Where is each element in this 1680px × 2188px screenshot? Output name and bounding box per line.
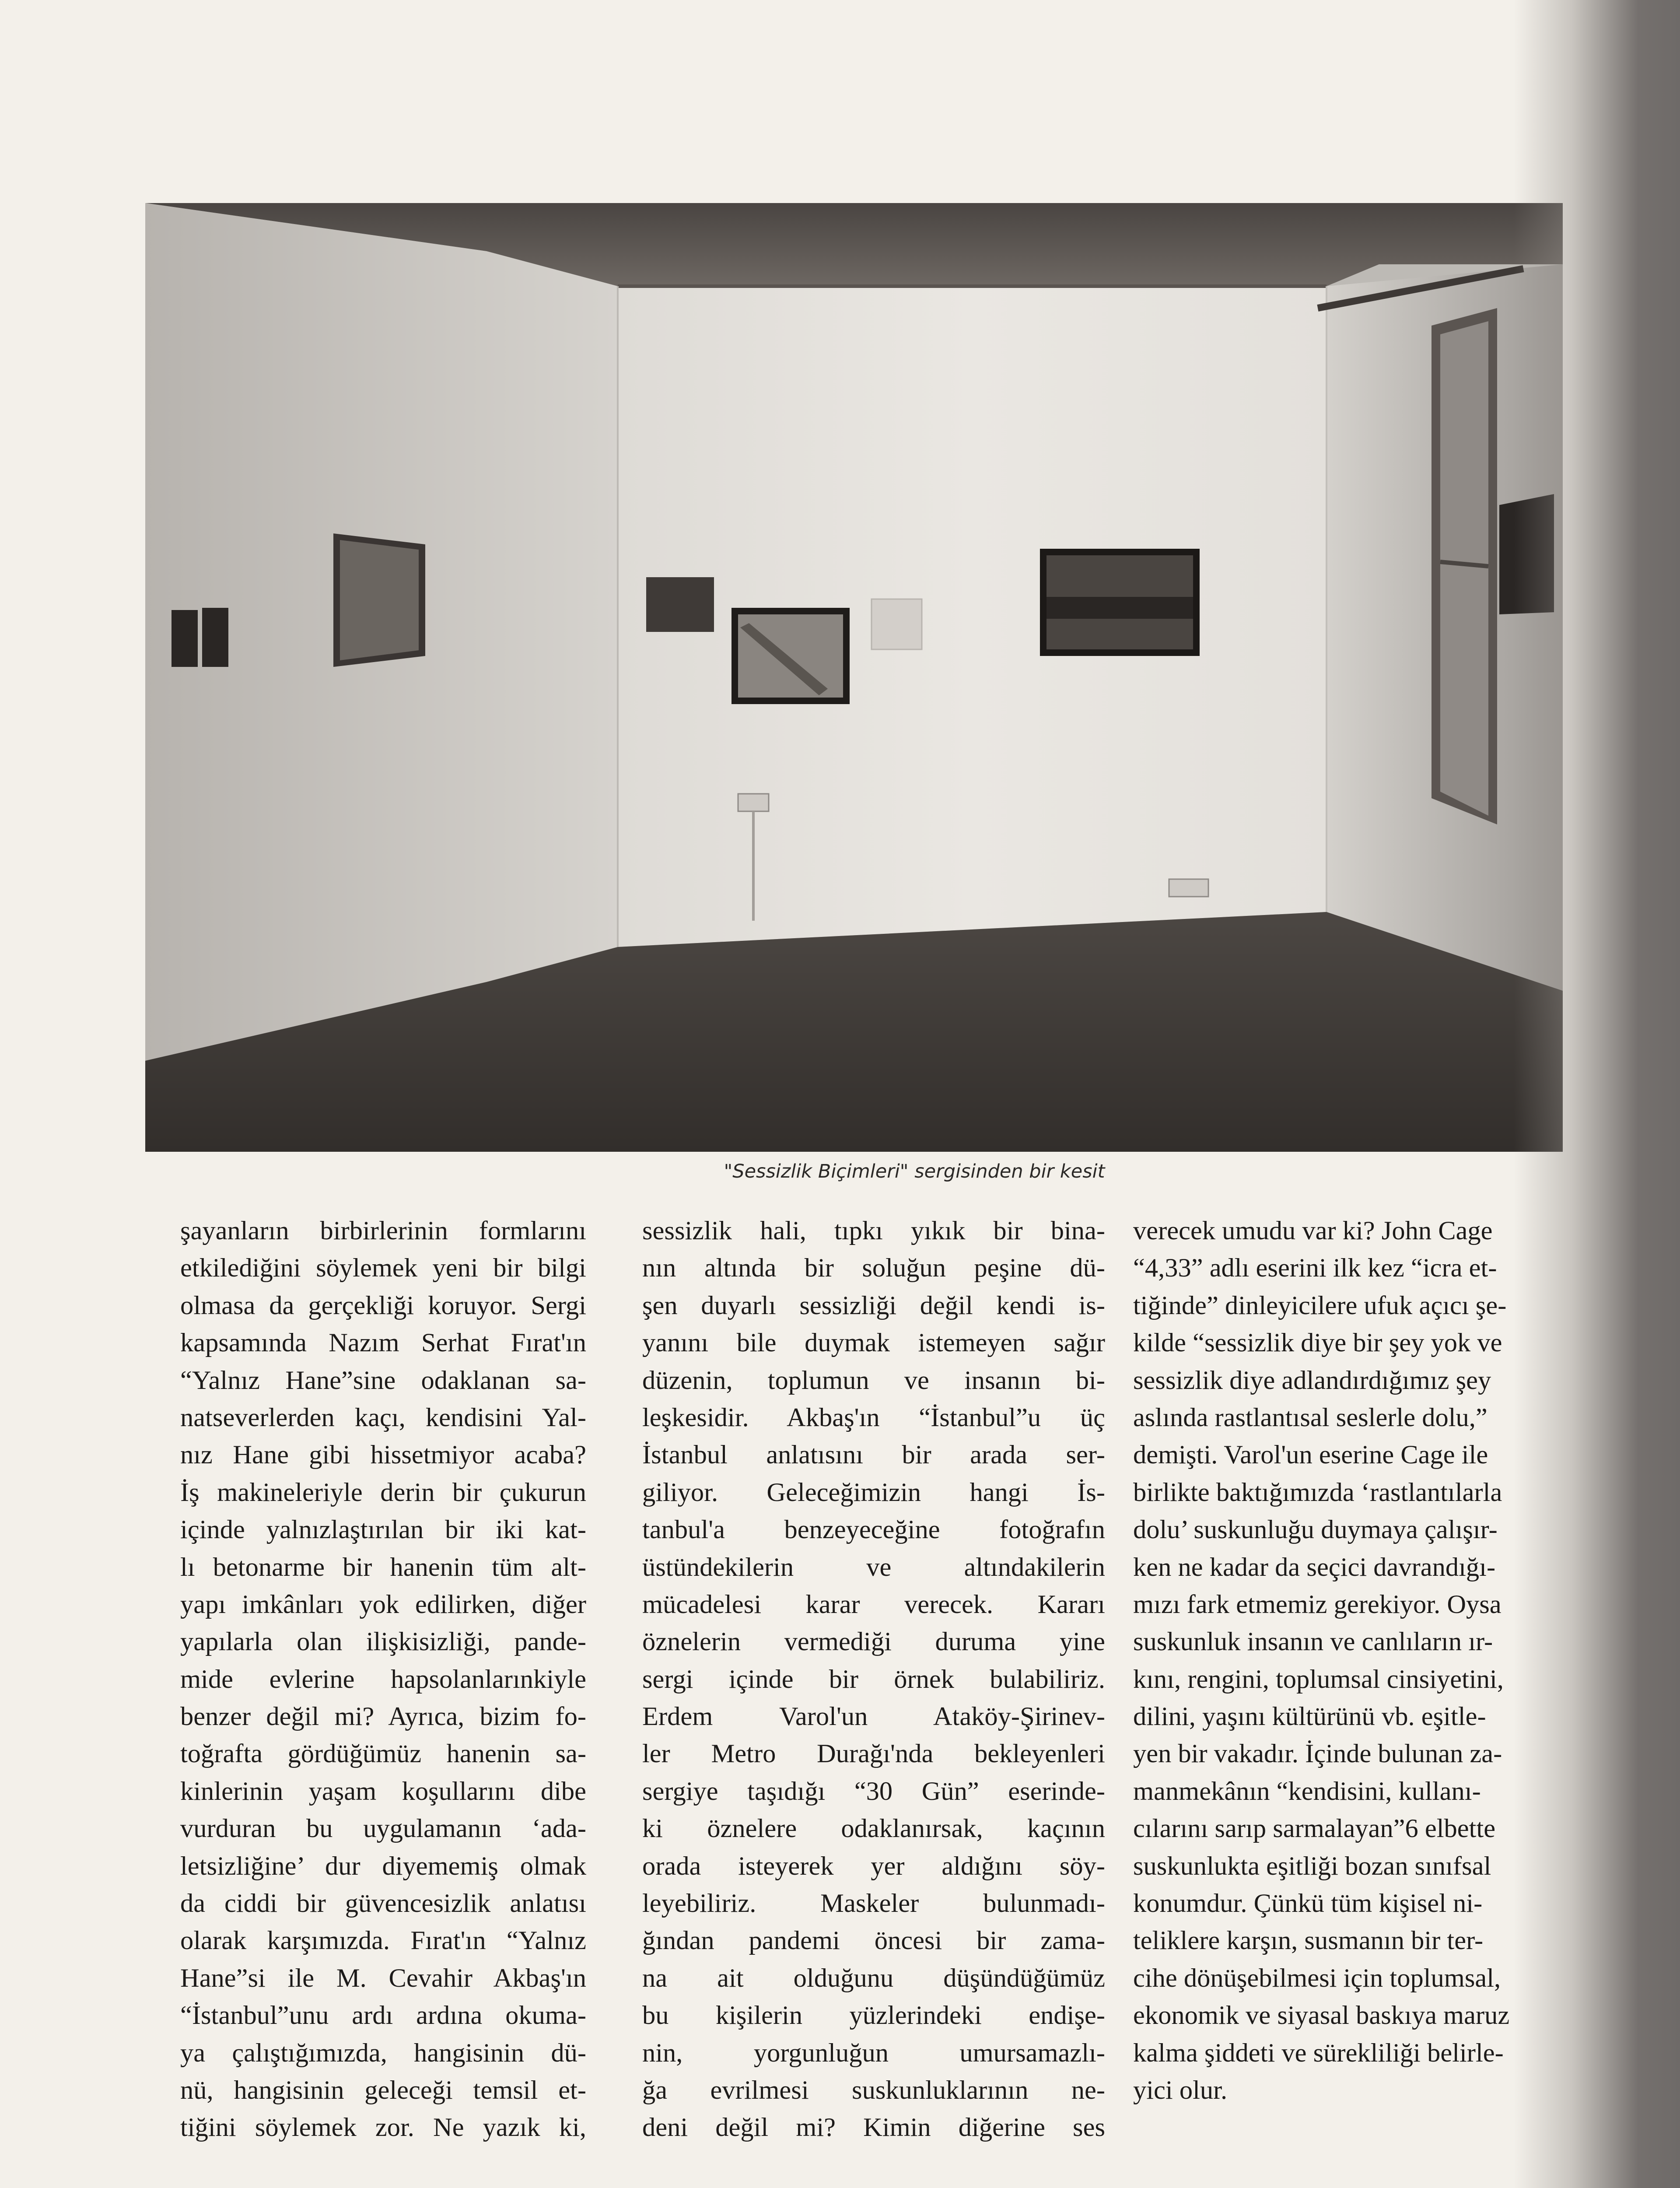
- text-column-1: [180, 1212, 586, 2146]
- text-line: ğa evrilmesi suskunluklarının ne-: [642, 2075, 1105, 2105]
- text-line: tiğini söylemek zor. Ne yazık ki,: [180, 2113, 586, 2142]
- text-line: kilde “sessizlik diye bir şey yok ve: [1133, 1328, 1502, 1358]
- artwork-left-large: [333, 533, 425, 667]
- text-line: etkilediğini söylemek yeni bir bilgi: [180, 1253, 586, 1283]
- text-line: “İstanbul”unu ardı ardına okuma-: [180, 2001, 586, 2030]
- text-line: yapı imkânları yok edilirken, diğer: [180, 1589, 586, 1619]
- text-line: mızı fark etmemiz gerekiyor. Oysa: [1133, 1589, 1502, 1619]
- text-line: nü, hangisinin geleceği temsil et-: [180, 2075, 586, 2105]
- window: [1432, 308, 1497, 824]
- floor-socket: [1169, 879, 1208, 897]
- text-line: mücadelesi karar verecek. Kararı: [642, 1589, 1105, 1619]
- text-line: nin, yorgunluğun umursamazlı-: [642, 2038, 1105, 2068]
- text-line: birlikte baktığımızda ‘rastlantılarla: [1133, 1477, 1502, 1507]
- text-line: deni değil mi? Kimin diğerine ses: [642, 2113, 1105, 2142]
- artwork-back-small: [646, 577, 714, 632]
- text-line: verecek umudu var ki? John Cage: [1133, 1216, 1493, 1245]
- text-line: sessizlik hali, tıpkı yıkık bir bina-: [642, 1216, 1105, 1245]
- text-line: yapılarla olan ilişkisizliği, pande-: [180, 1627, 586, 1657]
- text-line: giliyor. Geleceğimizin hangi İs-: [642, 1477, 1105, 1507]
- text-line: letsizliğine’ dur diyememiş olmak: [180, 1851, 586, 1881]
- text-line: üstündekilerin ve altındakilerin: [642, 1552, 1105, 1582]
- text-line: İş makineleriyle derin bir çukurun: [180, 1477, 586, 1507]
- text-line: yanını bile duymak istemeyen sağır: [642, 1328, 1105, 1358]
- text-line: “Yalnız Hane”sine odaklanan sa-: [180, 1365, 586, 1395]
- text-line: leşkesidir. Akbaş'ın “İstanbul”u üç: [642, 1403, 1105, 1432]
- text-line: İstanbul anlatısını bir arada ser-: [642, 1440, 1105, 1470]
- text-line: ğından pandemi öncesi bir zama-: [642, 1926, 1105, 1956]
- text-line: içinde yalnızlaştırılan bir iki kat-: [180, 1515, 586, 1545]
- text-line: benzer değil mi? Ayrıca, bizim fo-: [180, 1702, 586, 1732]
- figure-caption: "Sessizlik Biçimleri" sergisinden bir kesit: [724, 1161, 1105, 1182]
- text-line: olarak karşımızda. Fırat'ın “Yalnız: [180, 1926, 586, 1956]
- text-line: ler Metro Durağı'nda bekleyenleri: [642, 1739, 1105, 1769]
- text-line: manmekânın “kendisini, kullanı-: [1133, 1776, 1481, 1806]
- text-line: kinlerinin yaşam koşullarını dibe: [180, 1776, 586, 1806]
- text-line: vurduran bu uygulamanın ‘ada-: [180, 1814, 586, 1844]
- text-line: aslında rastlantısal seslerle dolu,”: [1133, 1403, 1488, 1432]
- text-line: demişti. Varol'un eserine Cage ile: [1133, 1440, 1488, 1470]
- text-line: na ait olduğunu düşündüğümüz: [642, 1963, 1105, 1993]
- text-line: sessizlik diye adlandırdığımız şey: [1133, 1365, 1491, 1395]
- text-line: orada isteyerek yer aldığını söy-: [642, 1851, 1105, 1881]
- text-line: natseverlerden kaçı, kendisini Yal-: [180, 1403, 586, 1432]
- text-line: ya çalıştığımızda, hangisinin dü-: [180, 2038, 586, 2068]
- back-wall: [618, 286, 1326, 947]
- artwork-back-center: [732, 608, 850, 704]
- text-line: düzenin, toplumun ve insanın bi-: [642, 1365, 1105, 1395]
- text-line: öznelerin vermediği duruma yine: [642, 1627, 1105, 1657]
- text-line: kını, rengini, toplumsal cinsiyetini,: [1133, 1664, 1504, 1694]
- text-line: sergi içinde bir örnek bulabiliriz.: [642, 1664, 1105, 1694]
- text-line: kalma şiddeti ve sürekliliği belirle-: [1133, 2038, 1504, 2068]
- text-line: bu kişilerin yüzlerindeki endişe-: [642, 2001, 1105, 2030]
- gallery-room-photo: [145, 203, 1563, 1152]
- artwork-back-right: [1040, 549, 1200, 656]
- text-line: yen bir vakadır. İçinde bulunan za-: [1133, 1739, 1502, 1769]
- text-column-3: [1133, 1212, 1553, 2109]
- text-line: kapsamında Nazım Serhat Fırat'ın: [180, 1328, 586, 1358]
- text-line: “4,33” adlı eserini ilk kez “icra et-: [1133, 1253, 1497, 1283]
- text-line: dolu’ suskunluğu duymaya çalışır-: [1133, 1515, 1498, 1545]
- text-line: toğrafta gördüğümüz hanenin sa-: [180, 1739, 586, 1769]
- text-line: dilini, yaşını kültürünü vb. eşitle-: [1133, 1702, 1486, 1732]
- artwork-back-pale: [872, 599, 922, 649]
- text-line: şen duyarlı sessizliği değil kendi is-: [642, 1290, 1105, 1320]
- text-line: mide evlerine hapsolanlarınkiyle: [180, 1664, 586, 1694]
- text-line: olmasa da gerçekliği koruyor. Sergi: [180, 1290, 586, 1320]
- text-line: ken ne kadar da seçici davrandığı-: [1133, 1552, 1496, 1582]
- text-line: suskunluk insanın ve canlıların ır-: [1133, 1627, 1493, 1657]
- text-line: sergiye taşıdığı “30 Gün” eserinde-: [642, 1776, 1105, 1806]
- wall-socket: [738, 794, 769, 811]
- text-line: tanbul'a benzeyeceğine fotoğrafın: [642, 1515, 1105, 1545]
- text-line: ekonomik ve siyasal baskıya maruz: [1133, 2001, 1510, 2030]
- text-line: Erdem Varol'un Ataköy-Şirinev-: [642, 1702, 1105, 1732]
- text-line: suskunlukta eşitliği bozan sınıfsal: [1133, 1851, 1491, 1881]
- text-line: leyebiliriz. Maskeler bulunmadı-: [642, 1889, 1105, 1918]
- artwork-right-wall: [1499, 494, 1554, 614]
- text-line: Hane”si ile M. Cevahir Akbaş'ın: [180, 1963, 586, 1993]
- text-line: yici olur.: [1133, 2075, 1228, 2105]
- text-line: cılarını sarıp sarmalayan”6 elbette: [1133, 1814, 1496, 1844]
- text-column-2: [642, 1212, 1105, 2146]
- text-line: teliklere karşın, susmanın bir ter-: [1133, 1926, 1484, 1956]
- text-line: cihe dönüşebilmesi için toplumsal,: [1133, 1963, 1501, 1993]
- text-line: lı betonarme bir hanenin tüm alt-: [180, 1552, 586, 1582]
- text-line: konumdur. Çünkü tüm kişisel ni-: [1133, 1889, 1483, 1918]
- text-line: ki öznelere odaklanırsak, kaçının: [642, 1814, 1105, 1844]
- text-line: da ciddi bir güvencesizlik anlatısı: [180, 1889, 586, 1918]
- text-line: tiğinde” dinleyicilere ufuk açıcı şe-: [1133, 1290, 1507, 1320]
- text-line: nız Hane gibi hissetmiyor acaba?: [180, 1440, 586, 1470]
- text-line: şayanların birbirlerinin formlarını: [180, 1216, 586, 1245]
- text-line: nın altında bir soluğun peşine dü-: [642, 1253, 1105, 1283]
